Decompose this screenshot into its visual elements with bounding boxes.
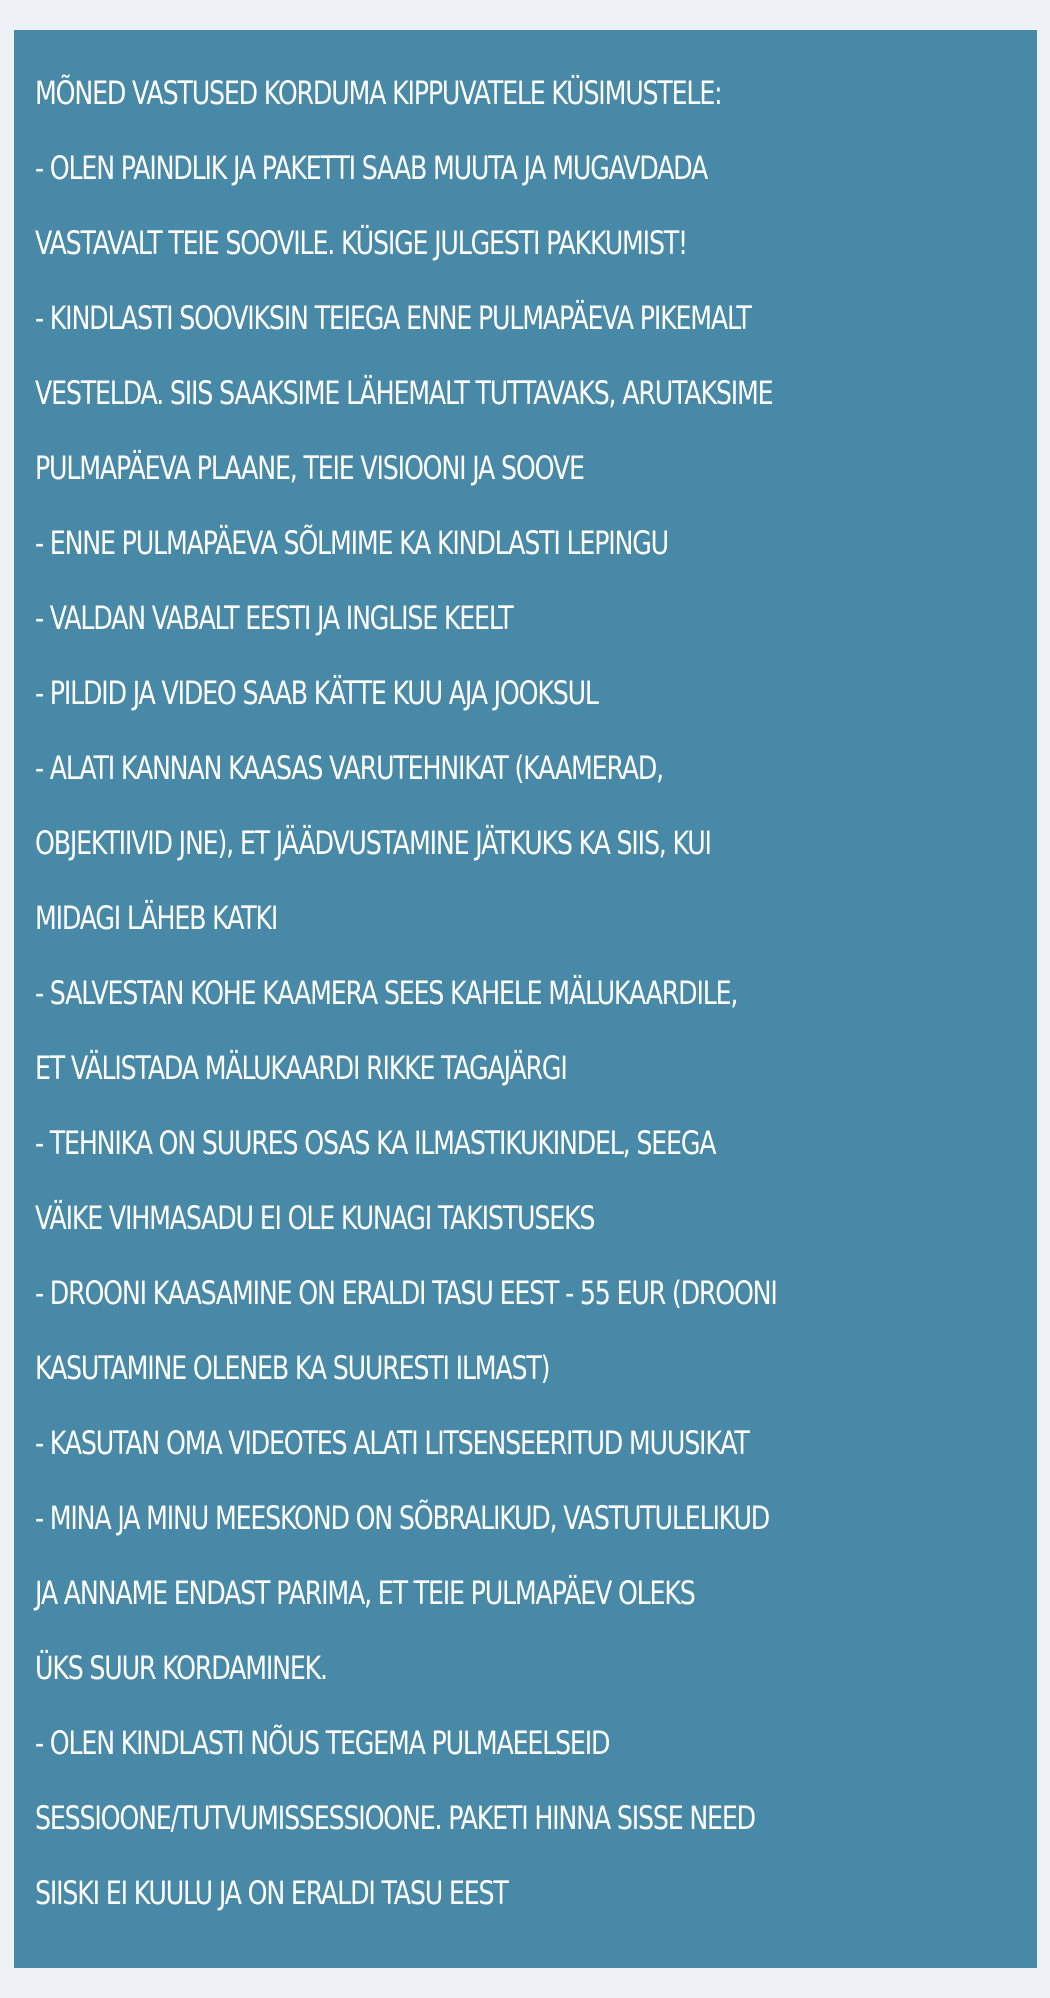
faq-panel	[14, 30, 1037, 1968]
faq-line: - PILDID JA VIDEO SAAB KÄTTE KUU AJA JOOKSUL	[35, 674, 598, 712]
faq-line: JA ANNAME ENDAST PARIMA, ET TEIE PULMAPÄEV OLEKS	[35, 1574, 695, 1612]
faq-line: VÄIKE VIHMASADU EI OLE KUNAGI TAKISTUSEKS	[35, 1199, 595, 1237]
faq-line: - ALATI KANNAN KAASAS VARUTEHNIKAT (KAAMERAD,	[35, 749, 664, 787]
faq-line: ET VÄLISTADA MÄLUKAARDI RIKKE TAGAJÄRGI	[35, 1049, 567, 1087]
faq-line: PULMAPÄEVA PLAANE, TEIE VISIOONI JA SOOVE	[35, 449, 584, 487]
faq-line: ÜKS SUUR KORDAMINEK.	[35, 1649, 327, 1687]
faq-line: - KINDLASTI SOOVIKSIN TEIEGA ENNE PULMAPÄEVA PIKEMALT	[35, 299, 751, 337]
faq-line: - OLEN PAINDLIK JA PAKETTI SAAB MUUTA JA MUGAVDADA	[35, 149, 708, 187]
faq-line: - ENNE PULMAPÄEVA SÕLMIME KA KINDLASTI LEPINGU	[35, 524, 668, 562]
faq-line: VASTAVALT TEIE SOOVILE. KÜSIGE JULGESTI PAKKUMIST!	[35, 224, 688, 262]
faq-line: - KASUTAN OMA VIDEOTES ALATI LITSENSEERITUD MUUSIKAT	[35, 1424, 749, 1462]
faq-line: VESTELDA. SIIS SAAKSIME LÄHEMALT TUTTAVAKS, ARUTAKSIME	[35, 374, 773, 412]
faq-line: - MINA JA MINU MEESKOND ON SÕBRALIKUD, VASTUTULELIKUD	[35, 1499, 770, 1537]
faq-line: OBJEKTIIVID JNE), ET JÄÄDVUSTAMINE JÄTKUKS KA SIIS, KUI	[35, 824, 711, 862]
faq-line: MIDAGI LÄHEB KATKI	[35, 899, 278, 937]
faq-line: SIISKI EI KUULU JA ON ERALDI TASU EEST	[35, 1874, 508, 1912]
faq-line: - TEHNIKA ON SUURES OSAS KA ILMASTIKUKINDEL, SEEGA	[35, 1124, 716, 1162]
faq-line: - OLEN KINDLASTI NÕUS TEGEMA PULMAEELSEID	[35, 1724, 610, 1762]
faq-line: SESSIOONE/TUTVUMISSESSIOONE. PAKETI HINNA SISSE NEED	[35, 1799, 755, 1837]
faq-line: KASUTAMINE OLENEB KA SUURESTI ILMAST)	[35, 1349, 550, 1387]
faq-line: - DROONI KAASAMINE ON ERALDI TASU EEST - 55 EUR (DROONI	[35, 1274, 777, 1312]
faq-heading: MÕNED VASTUSED KORDUMA KIPPUVATELE KÜSIMUSTELE:	[35, 74, 722, 112]
faq-line: - SALVESTAN KOHE KAAMERA SEES KAHELE MÄLUKAARDILE,	[35, 974, 738, 1012]
faq-line: - VALDAN VABALT EESTI JA INGLISE KEELT	[35, 599, 513, 637]
